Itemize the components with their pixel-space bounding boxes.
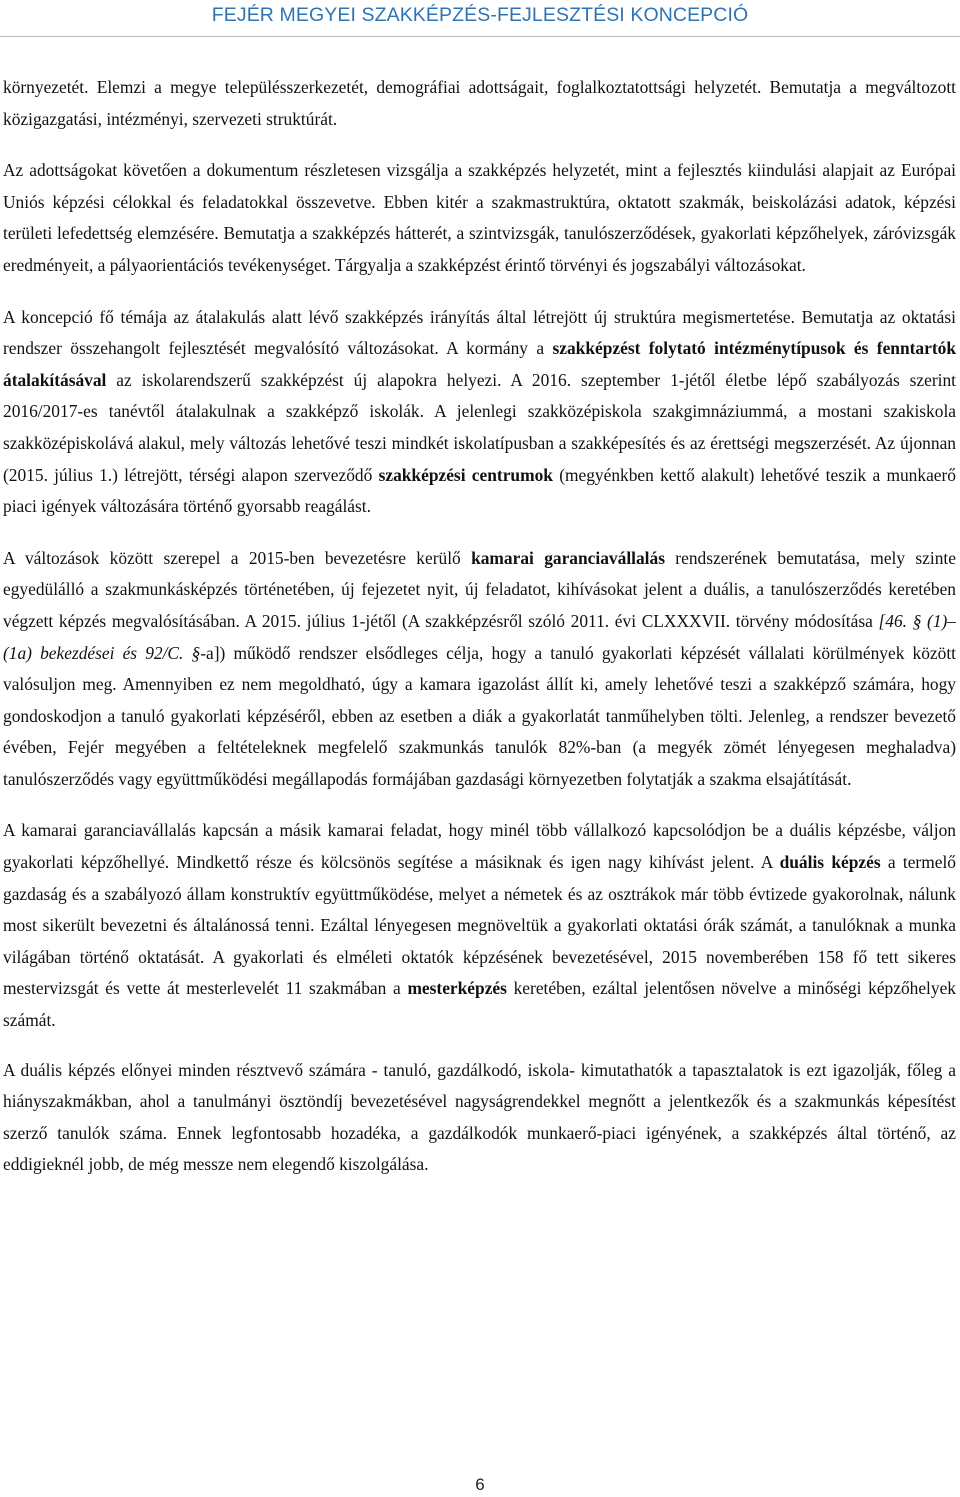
paragraph-3-bold-institution-types: szakképzést folytató intézménytípusok és fenntartók átalakításával <box>3 338 956 390</box>
paragraph-5-bold-dual-training: duális képzés <box>779 852 881 873</box>
paragraph-1 <box>3 72 956 135</box>
paragraph-1-text: környezetét. Elemzi a megye településszerkezetét, demográfiai adottságait, foglalkoztatottsági helyzetét. Bemutatja a megváltozott közigazgatási, intézményi, szervezeti struktúrát. <box>3 77 956 129</box>
paragraph-4-italic-law-reference: [46. § (1)–(1a) bekezdései és 92/C. § <box>3 610 956 663</box>
page-header-title: FEJÉR MEGYEI SZAKKÉPZÉS-FEJLESZTÉSI KONCEPCIÓ <box>211 4 749 26</box>
paragraph-3-text-a: A koncepció fő témája az átalakulás alatt lévő szakképzés irányítás által létrejött új struktúra megismertetése. Bemutatja az oktatási rendszer összehangolt fejlesztését megvalósító változásokat. A kormány a <box>3 306 956 359</box>
paragraph-4-text-c: -a]) működő rendszer elsődleges célja, hogy a tanuló gyakorlati képzését vállalati körülmények között valósuljon meg. Amennyiben ez nem megoldható, úgy a kamara igazolást állít ki, amely lehetővé teszi a szakképző számára, hogy gondoskodjon a tanuló gyakorlati képzéséről, ebben az esetben a diák a gyakorlatát tanműhelyben tölti. Jelenleg, a rendszer bevezető évében, Fejér megyében a feltételeknek megfelelő szakmunkás tanulók 82%-ban (a megyék zömét lényegesen meghaladva) tanulószerződés vagy együttműködési megállapodás formájában gazdasági környezetben folytatják a szakma elsajátítását. <box>3 642 956 789</box>
paragraph-4-text-b: rendszerének bemutatása, mely szinte egyedülálló a szakmunkásképzés történetében, új fejezetet nyit, új feladatot, kihívásokat jelent a duális, a tanulószerződés keretében végzett képzés megvalósításában. A 2015. július 1-jétől (A szakképzésről szóló 2011. évi CLXXXVII. törvény módosítása <box>3 547 956 631</box>
paragraph-4 <box>3 543 956 796</box>
paragraph-2-text: Az adottságokat követően a dokumentum részletesen vizsgálja a szakképzés helyzetét, mint a fejlesztés kiindulási alapjait az Európai Uniós képzési célokkal és feladatokkal összevetve. Ebben kitér a szakmastruktúra, oktatott szakmák, beiskolázási adatok, képzési területi lefedettség elemzésére. Bemutatja a szakképzés hátterét, a szintvizsgák, tanulószerződések, gyakorlati képzőhelyek, záróvizsgák eredményeit, a pályaorientációs tevékenységet. Tárgyalja a szakképzést érintő törvényi és jogszabályi változásokat. <box>3 160 956 275</box>
paragraph-4-bold-chamber-guarantee: kamarai garanciavállalás <box>471 547 665 568</box>
paragraph-3-text-c: (megyénkben kettő alakult) lehetővé teszik a munkaerő piaci igények változására történő gyorsabb reagálást. <box>3 464 956 517</box>
paragraph-5 <box>3 815 956 1036</box>
paragraph-3-text-b: az iskolarendszerű szakképzést új alapokra helyezi. A 2016. szeptember 1-jétől életbe lépő szabályozás szerint 2016/2017-es tanévtől átalakulnak a szakképző iskolák. A jelenlegi szakközépiskola szakgimnáziummá, a mostani szakiskola szakközépiskolává alakul, mely változás lehetővé teszi mindkét iskolatípusban a szakképesítés és az érettségi megszerzését. Az újonnan (2015. július 1.) létrejött, térségi alapon szerveződő <box>3 369 956 485</box>
paragraph-2 <box>3 155 956 281</box>
page-number: 6 <box>475 1475 485 1494</box>
paragraph-5-bold-master-training: mesterképzés <box>407 978 507 999</box>
paragraph-5-text-b: a termelő gazdaság és a szabályozó állam konstruktív együttműködése, melyet a németek és az osztrákok már több évtizede gyakorolnak, nálunk most sikerült bevezetni és általánossá tenni. Ezáltal lényegesen megnöveltük a gyakorlati oktatási órák számát, a tanulóknak a munka világában történő oktatását. A gyakorlati és elméleti oktatók képzésének bevezetésével, 2015 novemberében 158 fő tett sikeres mestervizsgát és vette át mesterlevelét 11 szakmában a <box>3 852 956 999</box>
header-divider <box>0 36 960 37</box>
paragraph-5-text-c: keretében, ezáltal jelentősen növelve a minőségi képzőhelyek számát. <box>3 978 957 1031</box>
paragraph-4-text-a: A változások között szerepel a 2015-ben bevezetésre kerülő <box>3 547 472 568</box>
paragraph-3-bold-centres: szakképzési centrumok <box>378 464 553 485</box>
paragraph-3 <box>3 302 956 523</box>
document-body <box>3 72 956 1201</box>
paragraph-5-text-a: A kamarai garanciavállalás kapcsán a másik kamarai feladat, hogy minél több vállalkozó kapcsolódjon be a duális képzésbe, váljon gyakorlati képzőhellyé. Mindkettő része és kölcsönös segítése a másiknak és igen nagy kihívást jelent. A <box>3 820 956 873</box>
paragraph-6-text: A duális képzés előnyei minden résztvevő számára - tanuló, gazdálkodó, iskola- kimutathatók a tapasztalatok is ezt igazolják, főleg a hiányszakmákban, ahol a tanulmányi ösztöndíj bevezetésével nagyságrendekkel megnőtt a jelentkezők és a szakmunkás képesítést szerző tanulók száma. Ennek legfontosabb hozadéka, a gazdálkodók munkaerő-piaci igényének, a szakképzés által történő, az eddigieknél jobb, de még messze nem elegendő kiszolgálása. <box>3 1059 956 1175</box>
paragraph-6 <box>3 1055 956 1181</box>
